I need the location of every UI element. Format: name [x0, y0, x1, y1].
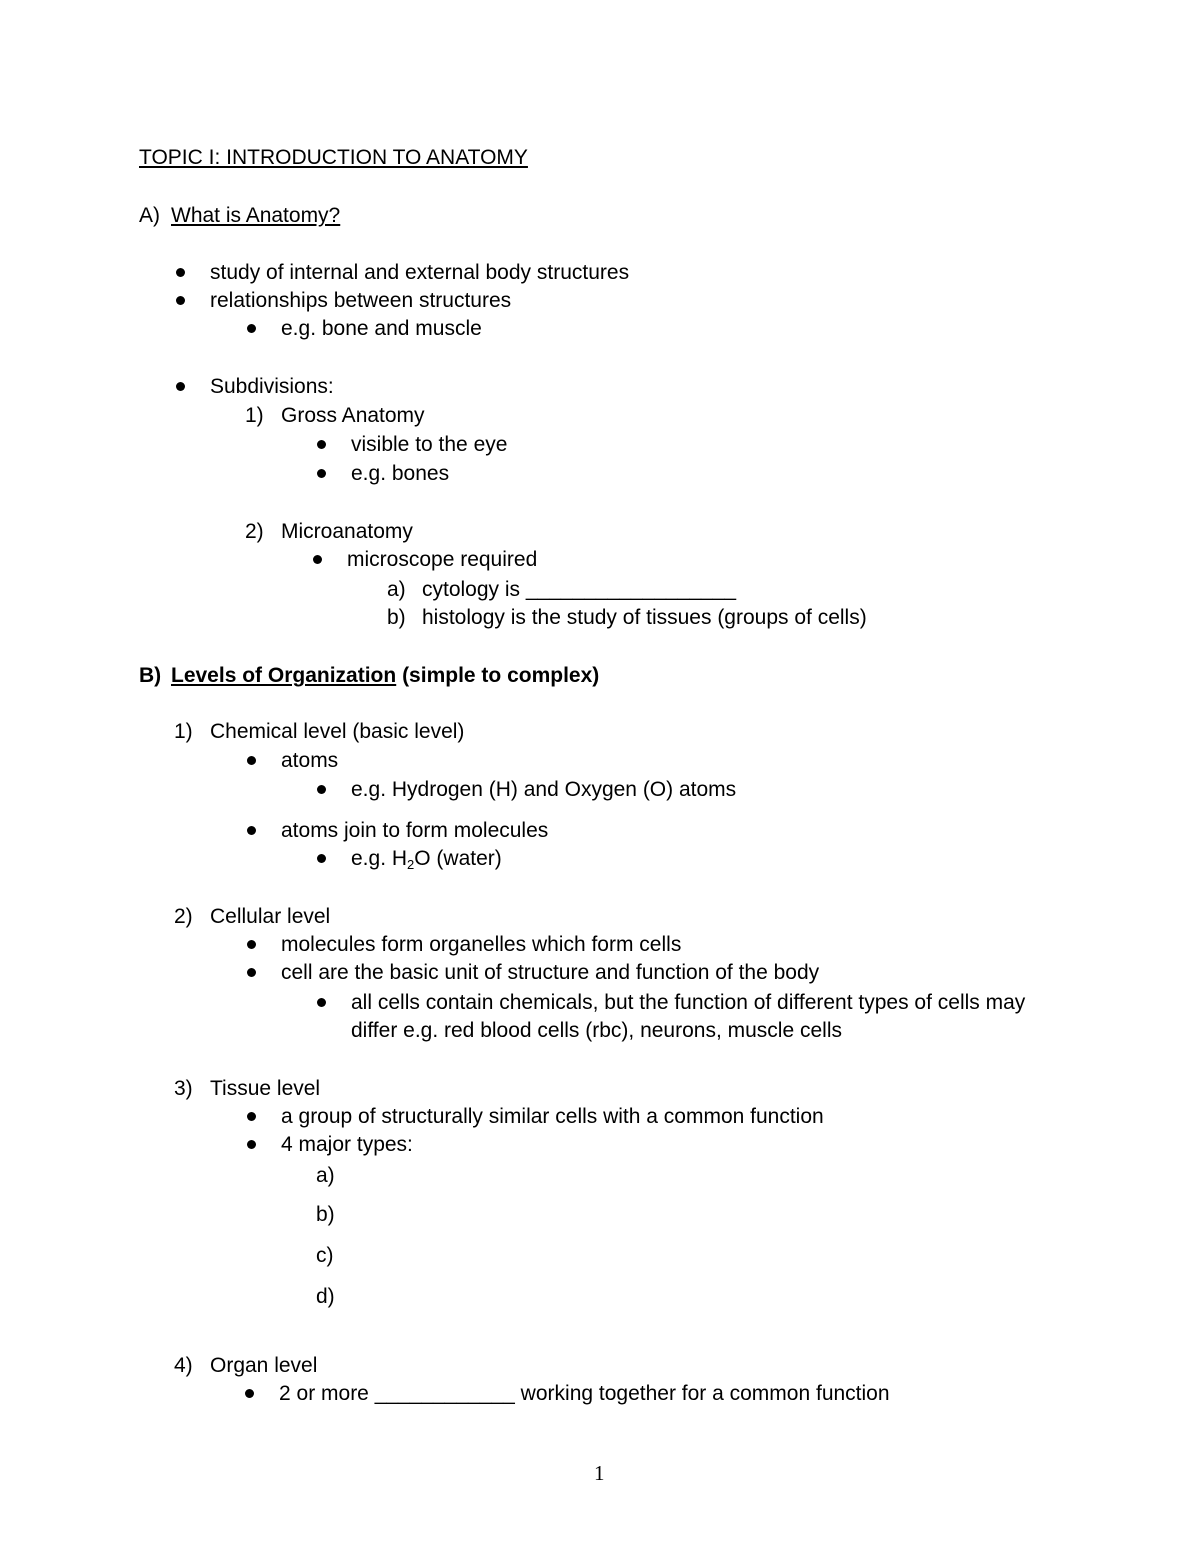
- list-number: 2): [174, 905, 193, 928]
- list-item: Organ level: [210, 1354, 318, 1377]
- list-letter: b): [316, 1203, 335, 1226]
- list-letter: b): [387, 606, 406, 629]
- list-item: e.g. bones: [351, 462, 450, 485]
- bullet-icon: [176, 382, 185, 391]
- list-item: molecules form organelles which form cells: [281, 933, 682, 956]
- bullet-icon: [176, 296, 185, 305]
- list-number: 1): [174, 720, 193, 743]
- section-a-heading: What is Anatomy?: [171, 204, 341, 227]
- section-b-label: B): [139, 664, 162, 687]
- list-item: 4 major types:: [281, 1133, 413, 1156]
- list-number: 2): [245, 520, 264, 543]
- bullet-icon: [245, 1389, 254, 1398]
- page-number: 1: [594, 1461, 605, 1485]
- list-item: Gross Anatomy: [281, 404, 425, 427]
- bullet-icon: [247, 826, 256, 835]
- list-item-continuation: differ e.g. red blood cells (rbc), neurons, muscle cells: [351, 1019, 842, 1042]
- list-item: Tissue level: [210, 1077, 321, 1100]
- list-item: microscope required: [347, 548, 538, 571]
- list-item: Chemical level (basic level): [210, 720, 465, 743]
- section-a-label: A): [139, 204, 160, 227]
- list-number: 4): [174, 1354, 193, 1377]
- bullet-icon: [176, 268, 185, 277]
- list-item: study of internal and external body structures: [210, 261, 630, 284]
- list-letter: d): [316, 1285, 335, 1308]
- list-item: cell are the basic unit of structure and function of the body: [281, 961, 820, 984]
- list-item: e.g. bone and muscle: [281, 317, 482, 340]
- bullet-icon: [317, 854, 326, 863]
- bullet-icon: [317, 469, 326, 478]
- list-letter: a): [316, 1164, 335, 1187]
- bullet-icon: [247, 968, 256, 977]
- list-item: e.g. Hydrogen (H) and Oxygen (O) atoms: [351, 778, 737, 801]
- list-item: histology is the study of tissues (groups of cells): [422, 606, 867, 629]
- section-b-heading-suffix: (simple to complex): [402, 664, 600, 687]
- bullet-icon: [317, 998, 326, 1007]
- bullet-icon: [317, 440, 326, 449]
- page-title: TOPIC I: INTRODUCTION TO ANATOMY: [139, 146, 528, 169]
- bullet-icon: [247, 756, 256, 765]
- bullet-icon: [247, 940, 256, 949]
- bullet-icon: [317, 785, 326, 794]
- section-b-heading-line: [171, 663, 599, 689]
- bullet-icon: [313, 555, 322, 564]
- list-item: visible to the eye: [351, 433, 508, 456]
- list-item: atoms: [281, 749, 339, 772]
- list-item: [351, 846, 502, 872]
- list-letter: c): [316, 1244, 334, 1267]
- list-number: 3): [174, 1077, 193, 1100]
- list-item: Subdivisions:: [210, 375, 334, 398]
- list-item: a group of structurally similar cells with a common function: [281, 1105, 824, 1128]
- list-number: 1): [245, 404, 264, 427]
- formula-subscript: 2: [407, 857, 415, 872]
- bullet-icon: [247, 1140, 256, 1149]
- formula-prefix: e.g. H: [351, 847, 408, 870]
- list-item: Cellular level: [210, 905, 331, 928]
- bullet-icon: [247, 1112, 256, 1121]
- list-item: atoms join to form molecules: [281, 819, 549, 842]
- section-b-heading: Levels of Organization: [171, 664, 397, 687]
- list-item: all cells contain chemicals, but the function of different types of cells may: [351, 991, 1026, 1014]
- list-item: Microanatomy: [281, 520, 413, 543]
- bullet-icon: [247, 324, 256, 333]
- list-item: 2 or more ____________ working together for a common function: [279, 1382, 890, 1405]
- formula-suffix: O (water): [414, 847, 502, 870]
- list-item: relationships between structures: [210, 289, 512, 312]
- list-item: cytology is __________________: [422, 578, 737, 601]
- list-letter: a): [387, 578, 406, 601]
